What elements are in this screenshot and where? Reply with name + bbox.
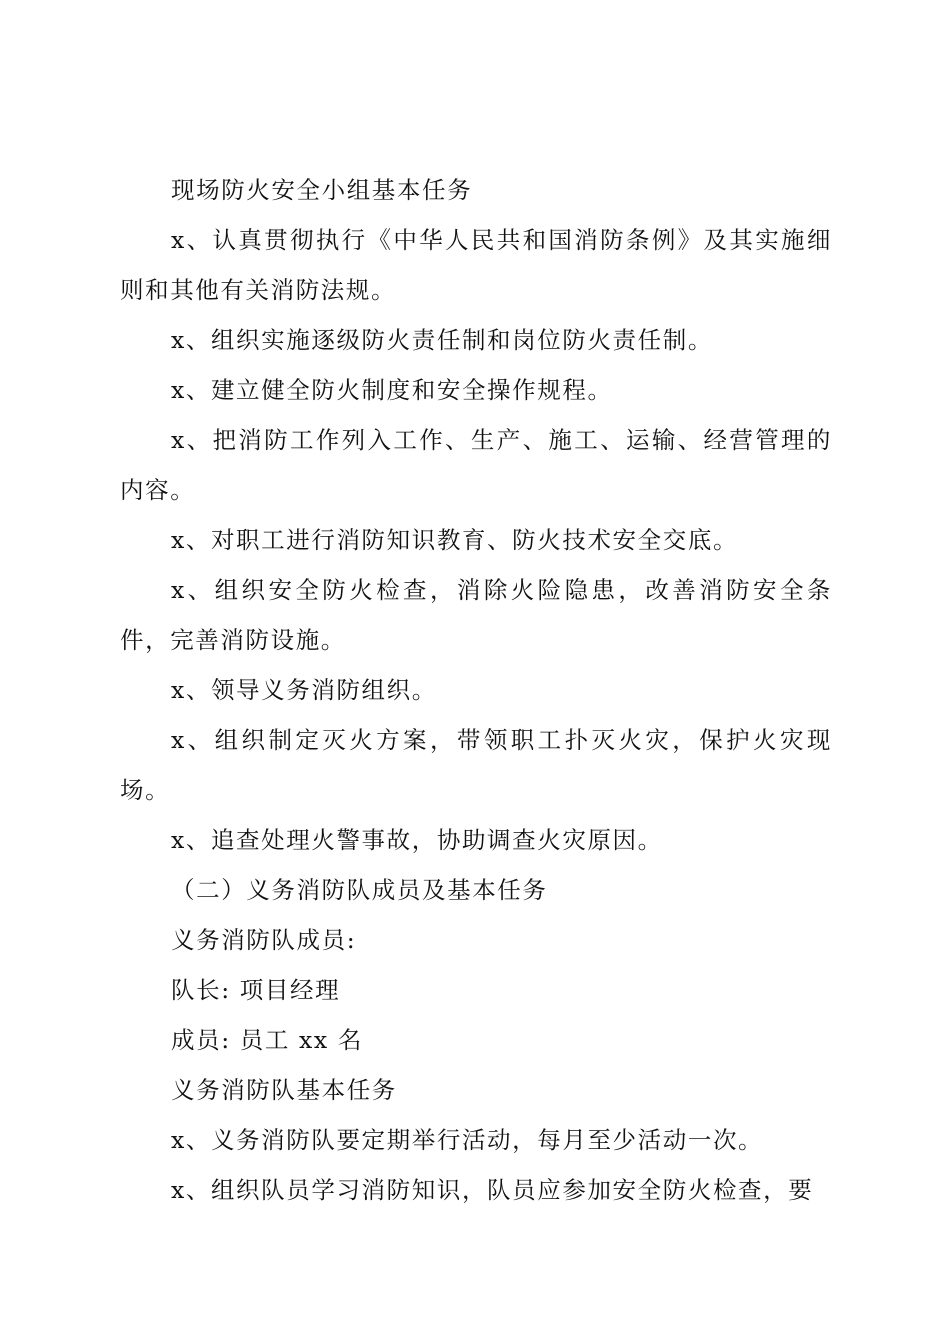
paragraph-item: x、组织安全防火检查，消除火险隐患，改善消防安全条件，完善消防设施。 <box>120 576 832 654</box>
paragraph-item: 义务消防队成员: <box>171 926 357 954</box>
section-heading-volunteer-tasks: 义务消防队基本任务 <box>171 1076 397 1104</box>
paragraph-item: x、对职工进行消防知识教育、防火技术安全交底。 <box>171 526 739 554</box>
paragraph-item: 成员: 员工 xx 名 <box>171 1026 363 1054</box>
section-heading-volunteer-team: （二）义务消防队成员及基本任务 <box>171 876 548 904</box>
paragraph-item: x、组织实施逐级防火责任制和岗位防火责任制。 <box>171 326 713 354</box>
section-heading-fire-safety-group: 现场防火安全小组基本任务 <box>171 176 473 204</box>
document-body <box>120 165 832 1215</box>
paragraph-item: x、追查处理火警事故，协助调查火灾原因。 <box>171 826 663 854</box>
paragraph-item: x、把消防工作列入工作、生产、施工、运输、经营管理的内容。 <box>120 426 832 504</box>
paragraph-item: x、组织队员学习消防知识，队员应参加安全防火检查，要 <box>171 1176 814 1204</box>
paragraph-item: x、义务消防队要定期举行活动，每月至少活动一次。 <box>171 1126 764 1154</box>
paragraph-item: x、组织制定灭火方案，带领职工扑灭火灾，保护火灾现场。 <box>120 726 832 804</box>
paragraph-item: 队长: 项目经理 <box>171 976 341 1004</box>
paragraph-item: x、认真贯彻执行《中华人民共和国消防条例》及其实施细则和其他有关消防法规。 <box>120 226 832 304</box>
paragraph-item: x、领导义务消防组织。 <box>171 676 437 704</box>
paragraph-item: x、建立健全防火制度和安全操作规程。 <box>171 376 613 404</box>
